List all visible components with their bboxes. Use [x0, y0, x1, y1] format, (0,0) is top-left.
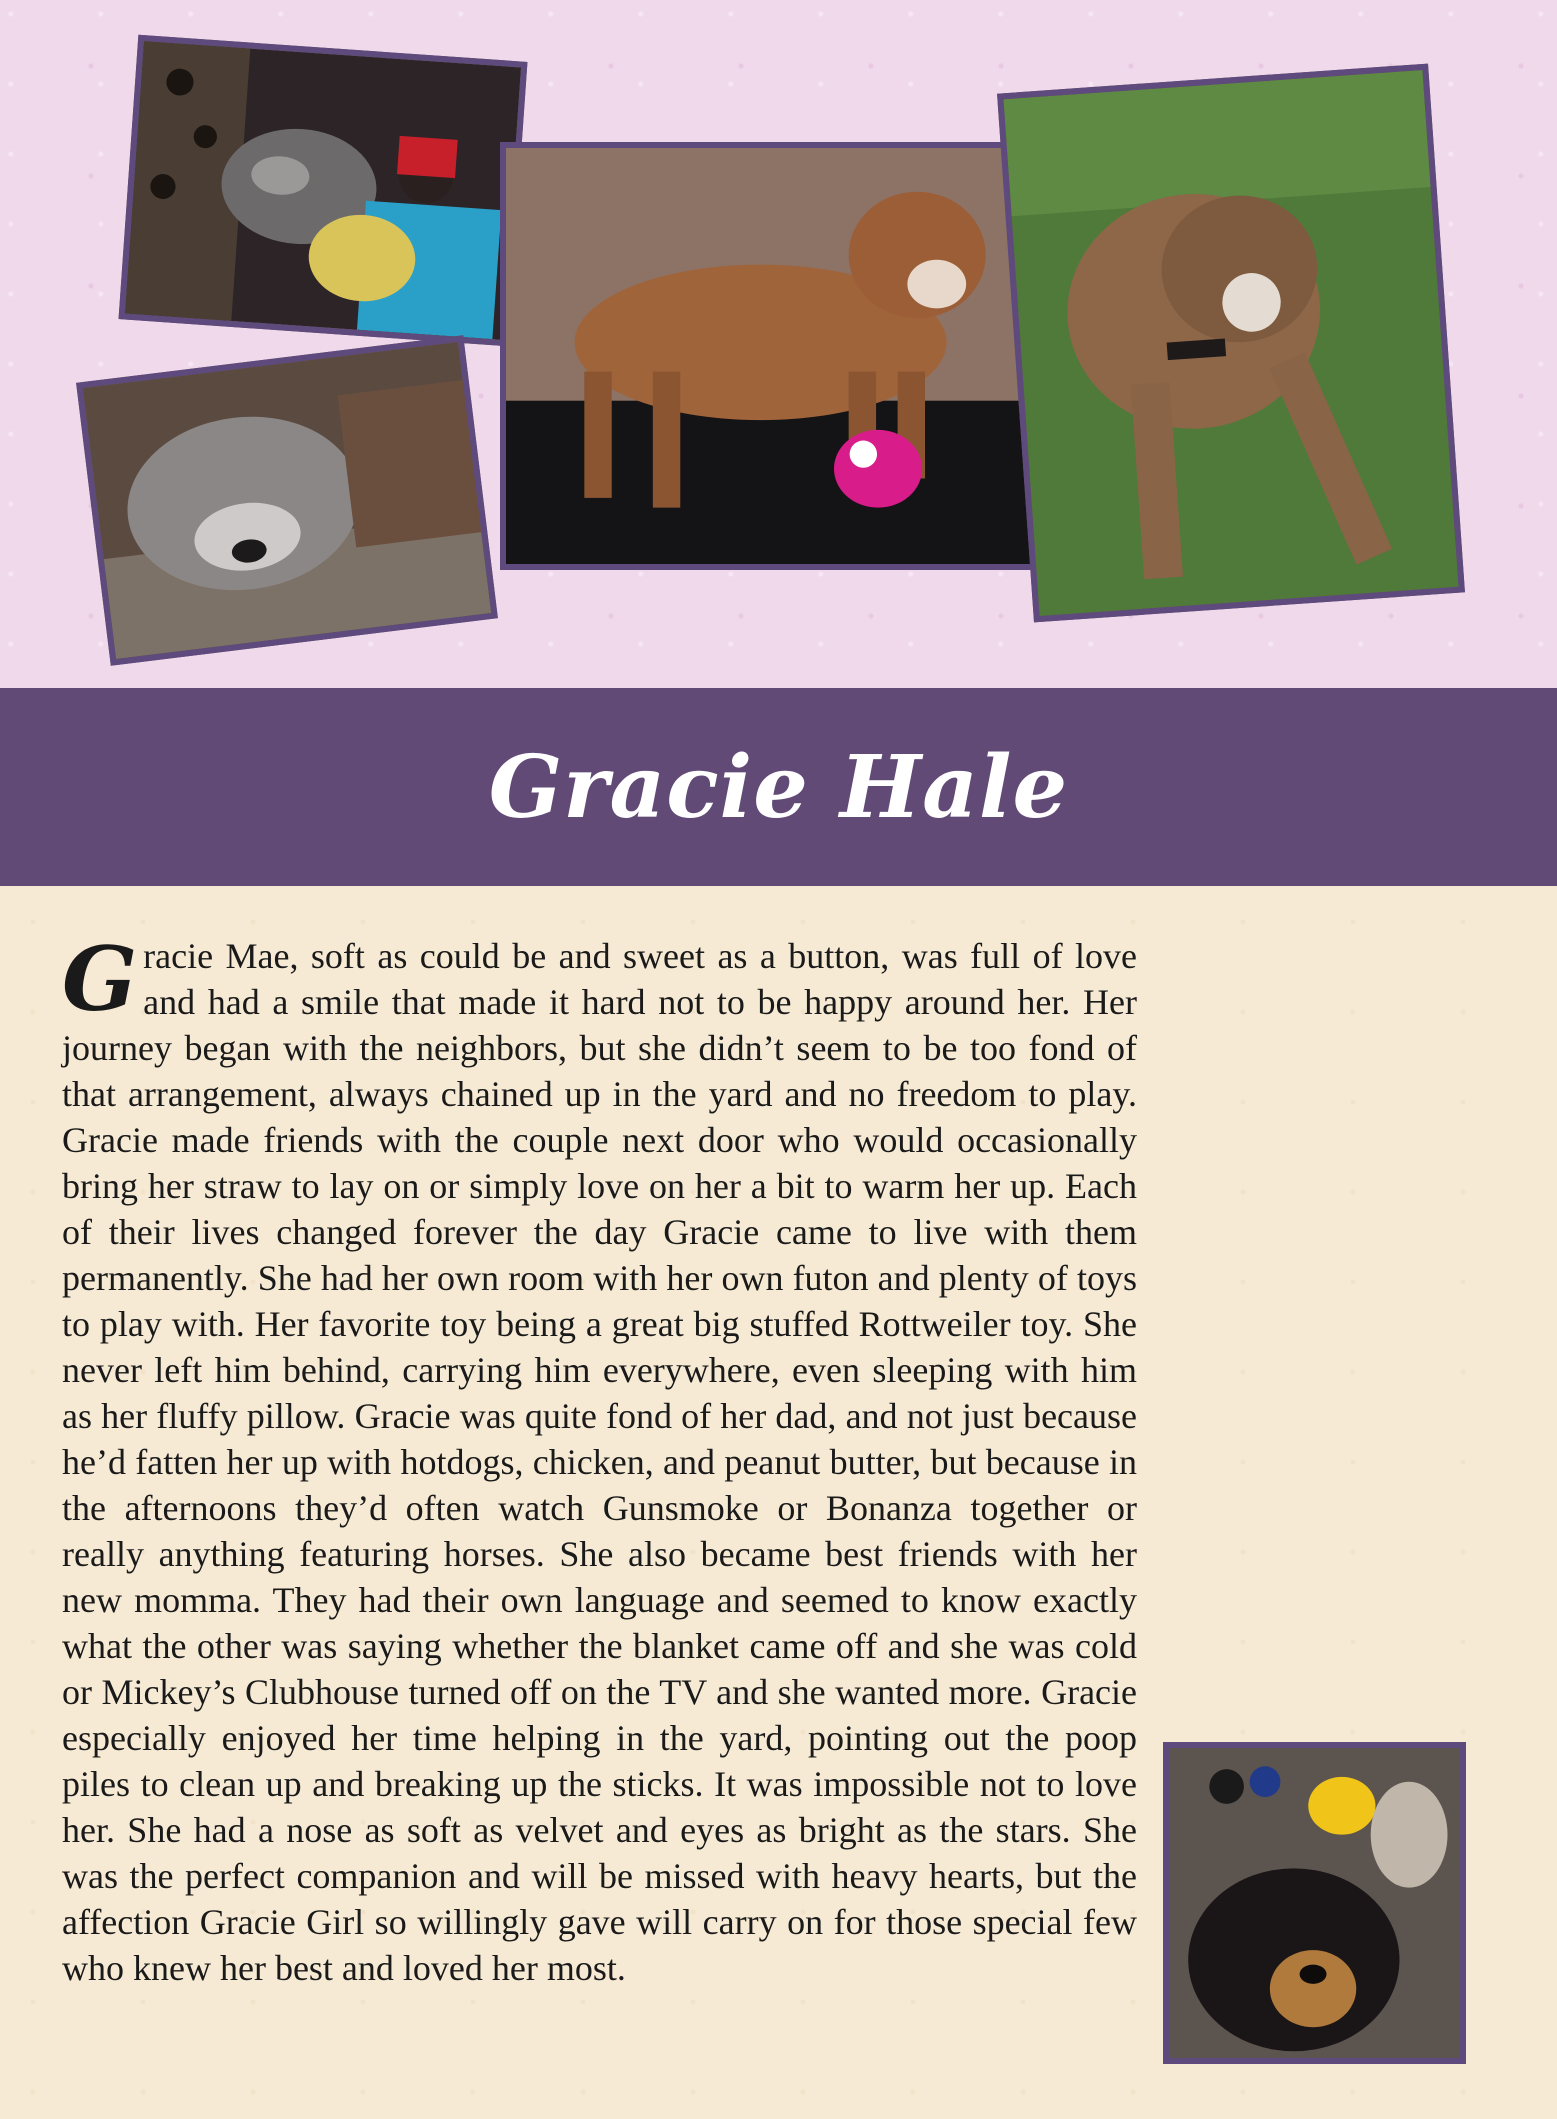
title-band [0, 688, 1557, 886]
story-paragraph: racie Mae, soft as could be and sweet as a button, was full of love and had a smile that made it hard not to be happy around her. Her journey began with the neighbors, but she didn’t seem to be too fond of that arrangement, always chained up in the yard and no freedom to play. Gracie made friends with the couple next door who would occasionally bring her straw to lay on or simply love on her a bit to warm her up. Each of their lives changed forever the day Gracie came to live with them permanently. She had her own room with her own futon and plenty of toys to play with. Her favorite toy being a great big stuffed Rottweiler toy. She never left him behind, carrying him everywhere, even sleeping with him as her fluffy pillow. Gracie was quite fond of her dad, and not just because he’d fatten her up with hotdogs, chicken, and peanut butter, but because in the afternoons they’d often watch Gunsmoke or Bonanza together or really anything featuring horses. She also became best friends with her new momma. They had their own language and seemed to know exactly what the other was saying whether the blanket came off and she was cold or Mickey’s Clubhouse turned off on the TV and she wanted more. Gracie especially enjoyed her time helping in the yard, pointing out the poop piles to clean up and breaking up the sticks. It was impossible not to love her. She had a nose as soft as velvet and eyes as bright as the stars. She was the perfect companion and will be missed with heavy hearts, but the affection Gracie Girl so willingly gave will carry on for those special few who knew her best and loved her most. [62, 936, 1137, 1988]
photo-sleeping-dog [76, 335, 498, 665]
drop-cap: G [62, 927, 138, 1031]
photo-stuffed-rottweiler [1163, 1742, 1466, 2064]
photo-puppy-with-toys [119, 35, 528, 347]
photo-dog-on-grass [997, 64, 1465, 623]
page-title: Gracie Hale [488, 736, 1069, 838]
photo-dog-standing-with-toy [500, 142, 1072, 570]
